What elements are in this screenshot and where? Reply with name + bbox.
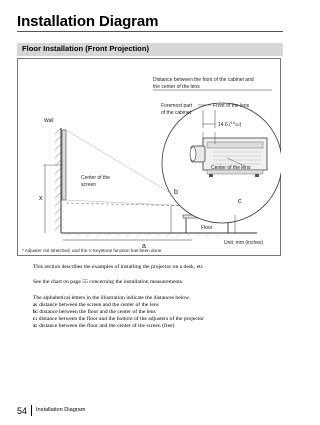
- center-screen-line2: screen: [81, 182, 97, 188]
- wall-hatching: [55, 128, 61, 230]
- definition-letter: c:: [33, 316, 38, 322]
- footer-divider: [31, 405, 32, 416]
- center-line: [66, 203, 192, 206]
- paragraph-letters-intro: The alphabetical letters in the illustration indicate the distances below.: [33, 295, 191, 301]
- lens-large: [190, 146, 205, 162]
- label-b: b: [174, 189, 178, 196]
- definition-text: distance between the screen and the center of the lens: [37, 302, 159, 308]
- page-number: 54: [17, 406, 28, 416]
- definition-c: [33, 316, 283, 323]
- installation-figure: [17, 58, 281, 256]
- definition-text: distance between the floor and the bottom of the adjusters of the projector: [37, 316, 205, 322]
- definition-letter: a:: [33, 302, 38, 308]
- callout-title-line1: Distance between the front of the cabinet and: [153, 77, 254, 83]
- label-a: a: [142, 243, 146, 250]
- wall-label: Wall: [44, 118, 54, 124]
- center-screen-line1: Center of the: [81, 175, 110, 181]
- footer-section-label: Installation Diagram: [36, 407, 86, 413]
- center-lens-label: Center of the lens: [211, 165, 251, 171]
- definition-text: distance between the floor and the center of the lens: [37, 309, 156, 315]
- definition-b: [33, 309, 283, 316]
- definition-letter: b:: [33, 309, 38, 315]
- measurement-label: 14.6 ($^{19}_{/32}$): [218, 121, 242, 128]
- foremost-part-line1: Foremost part: [161, 103, 193, 109]
- front-of-lens-label: Front of the lens: [213, 103, 250, 109]
- definition-text: distance between the floor and the center of the screen (free): [37, 323, 175, 329]
- unit-label: Unit: mm (inches): [224, 240, 264, 246]
- callout-title-line2: the center of the lens: [153, 84, 200, 90]
- label-x: x: [39, 195, 43, 202]
- figure-footnote: * Adjuster not stretched, and the V Keystone function has been done.: [22, 248, 163, 253]
- projection-ray-bottom: [66, 200, 192, 206]
- definition-letter: x:: [33, 323, 38, 329]
- definition-a: [33, 302, 283, 309]
- label-c: c: [238, 198, 242, 205]
- floor-label: Floor: [201, 225, 213, 231]
- paragraph-chart-reference: See the chart on page 55 concerning the installation measurements.: [33, 279, 184, 285]
- definition-x: [33, 323, 283, 330]
- foremost-part-line2: of the cabinet: [161, 110, 192, 116]
- title-rule: [17, 31, 283, 32]
- projector-large: [203, 138, 267, 177]
- section-title: Floor Installation (Front Projection): [22, 44, 149, 53]
- paragraph-intro: This section describes the examples of installing the projector on a desk, etc.: [33, 264, 205, 270]
- page-title: Installation Diagram: [17, 13, 159, 30]
